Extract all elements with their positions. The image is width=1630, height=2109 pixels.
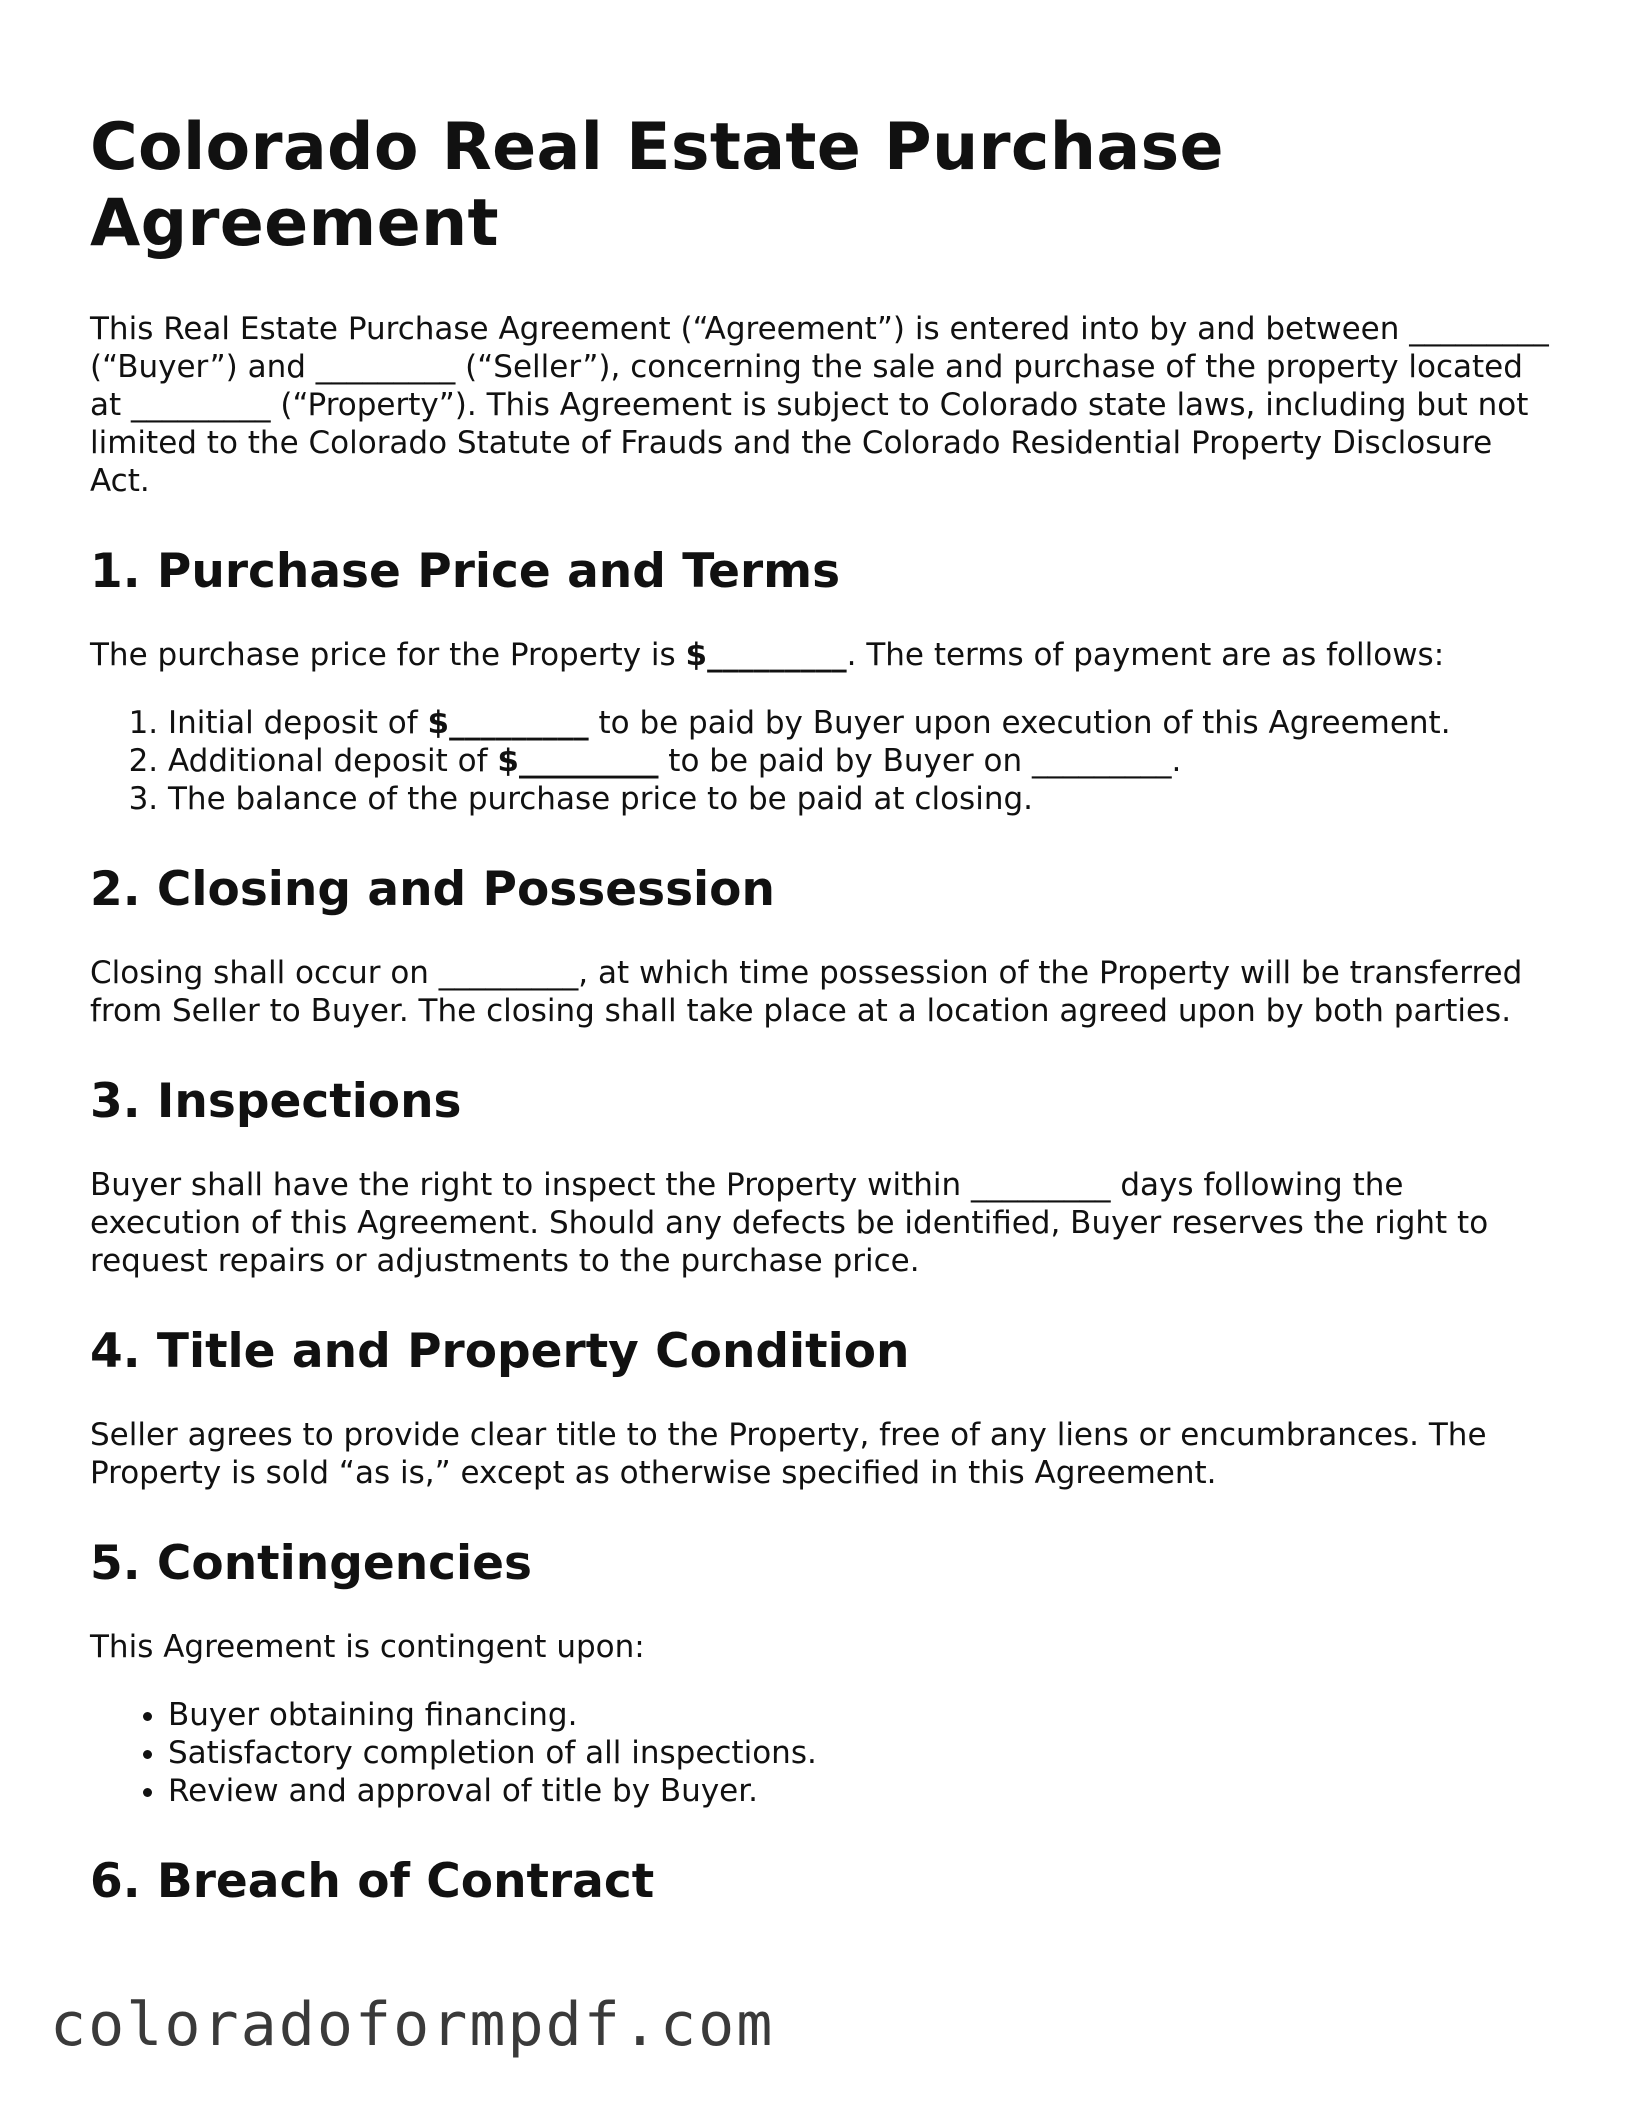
section-2-heading: 2. Closing and Possession [90, 862, 775, 917]
additional-deposit-blank: $_________ [497, 743, 659, 779]
section-2-paragraph: Closing shall occur on _________, at which time possession of the Property will be transferred from Seller to Buyer. The closing shall take place at a location agreed upon by both parties. [90, 955, 1523, 1029]
initial-deposit-blank: $_________ [427, 705, 589, 741]
section-6-heading: 6. Breach of Contract [90, 1854, 655, 1909]
section-4-paragraph: Seller agrees to provide clear title to the Property, free of any liens or encumbrances. The Property is sold “as is,” except as otherwise specified in this Agreement. [90, 1417, 1487, 1491]
list-item: • Buyer obtaining financing. [168, 1696, 1550, 1734]
list-item: 1. Initial deposit of $_________ to be paid by Buyer upon execution of this Agreement. [168, 704, 1550, 742]
document-page [90, 110, 1550, 1946]
site-watermark: coloradoformpdf.com [50, 1990, 775, 2060]
list-item: • Satisfactory completion of all inspections. [168, 1734, 1550, 1772]
section-5-paragraph: This Agreement is contingent upon: [90, 1629, 645, 1665]
contingencies-list [90, 1696, 1550, 1810]
section-4-heading: 4. Title and Property Condition [90, 1324, 910, 1379]
section-1-paragraph: The purchase price for the Property is $_________. The terms of payment are as follows: [90, 637, 1445, 673]
section-1-heading: 1. Purchase Price and Terms [90, 544, 841, 599]
payment-terms-list [90, 704, 1550, 818]
list-item: 2. Additional deposit of $_________ to be paid by Buyer on _________. [168, 742, 1550, 780]
list-item: 3. The balance of the purchase price to be paid at closing. [168, 780, 1550, 818]
section-5-heading: 5. Contingencies [90, 1536, 533, 1591]
page-title: Colorado Real Estate Purchase Agreement [90, 110, 1224, 261]
section-3-paragraph: Buyer shall have the right to inspect the Property within _________ days following the execution of this Agreement. Should any defects be identified, Buyer reserves the right to request repairs or adjustments to the purchase price. [90, 1167, 1489, 1279]
list-item: • Review and approval of title by Buyer. [168, 1772, 1550, 1810]
purchase-price-blank: $_________ [685, 637, 847, 673]
intro-paragraph: This Real Estate Purchase Agreement (“Agreement”) is entered into by and between _________ (“Buyer”) and _________ (“Seller”), concerning the sale and purchase of the property located at _________ (“Property”). This Agreement is subject to Colorado state laws, including but not limited to the Colorado Statute of Frauds and the Colorado Residential Property Disclosure Act. [90, 311, 1549, 499]
section-3-heading: 3. Inspections [90, 1074, 462, 1129]
